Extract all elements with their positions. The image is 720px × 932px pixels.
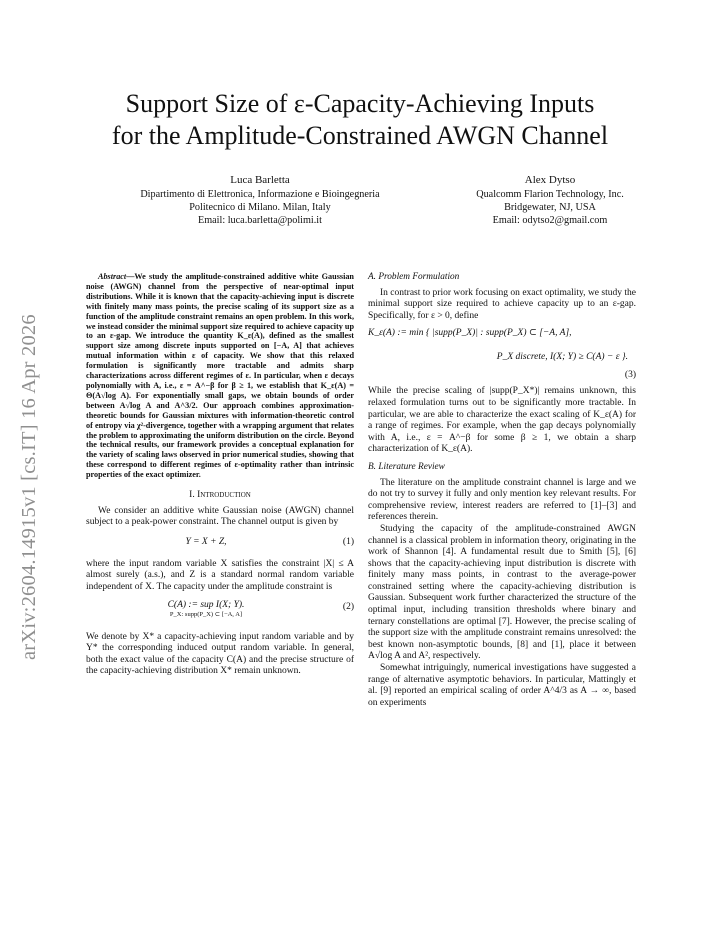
literature-paragraph-1: The literature on the amplitude constraint channel is large and we do not try to survey it fully and only mention key relevant results. For comprehensive review, interest readers are referred to [1]–[3] and references therein.: [368, 477, 636, 523]
paper-title: [60, 88, 660, 152]
abstract-text: —We study the amplitude-constrained additive white Gaussian noise (AWGN) channel from the perspective of near-optimal input distributions. While it is known that the capacity-achieving input is discrete with finitely many mass points, the precise scaling of its support size as a function of the amplitude constraint remains an open problem. In this work, we instead consider the minimal support size required to achieve capacity up to an ε-gap. We introduce the quantity K_ε(A), defined as the smallest support size among discrete inputs supported on [−A, A] that achieves mutual information within ε of capacity. We show that this relaxed formulation is significantly more tractable and admits sharp characterizations across different regimes of ε. In particular, when ε decays polynomially with A, i.e., ε = A^−β for β ≥ 1, we establish that K_ε(A) = Θ(A√log A). For exponentially small gaps, we obtain bounds of order between A√log A and A^3/2. Our approach combines approximation-theoretic bounds for Gaussian mixtures with information-theoretic control of entropy via χ²-divergence, together with a wrapping argument that relates the problem to approximating the uniform distribution on the circle. Beyond the technical results, our framework provides a conceptual explanation for the variety of scaling laws observed in prior numerical studies, showing that these correspond to different regimes of ε-optimality rather than intrinsic properties of the exact optimizer.: [86, 272, 354, 480]
equation-2-number: (2): [342, 601, 354, 612]
title-line-1: Support Size of ε-Capacity-Achieving Inputs: [125, 89, 595, 118]
section-heading-introduction: I. Introduction: [189, 490, 251, 501]
literature-paragraph-2: Studying the capacity of the amplitude-constrained AWGN channel is a classical problem in information theory, originating in the work of Shannon [4]. A fundamental result due to Smith [5], [6] shows that the capacity-achieving input distribution is discrete with finitely many mass points, in contrast to the average-power constrained setting where the capacity-achieving distribution is Gaussian. Subsequent work further characterized the structure of the optimal input, including transition thresholds where binary and ternary constellations are optimal [7]. However, the precise scaling of the support size with the amplitude constraint remains unresolved: the best known non-asymptotic bounds, [8] and [1], place it between A√log A and A², respectively.: [368, 523, 636, 662]
equation-2-subscript: P_X: supp(P_X) ⊂ [−A, A]: [169, 611, 243, 619]
author-dytso: [430, 172, 670, 227]
intro-paragraph-1: We consider an additive white Gaussian noise (AWGN) channel subject to a peak-power constraint. The channel output is given by: [86, 505, 354, 528]
author-name: Luca Barletta: [230, 174, 290, 186]
author-email: Email: luca.barletta@polimi.it: [198, 215, 322, 226]
equation-3: [368, 326, 636, 382]
author-affiliation: Dipartimento di Elettronica, Informazione e Bioingegneria: [140, 189, 380, 200]
problem-paragraph-1: In contrast to prior work focusing on exact optimality, we study the minimal support size required to achieve capacity up to an ε-gap. Specifically, for ε > 0, define: [368, 287, 636, 321]
intro-paragraph-2: where the input random variable X satisfies the constraint |X| ≤ A almost surely (a.s.), and Z is a standard normal random variable independent of X. The capacity under the amplitude constraint is: [86, 558, 354, 592]
author-name: Alex Dytso: [524, 174, 576, 186]
author-affiliation: Qualcomm Flarion Technology, Inc.: [476, 189, 624, 200]
equation-1-number: (1): [342, 536, 354, 547]
intro-paragraph-3: We denote by X* a capacity-achieving input random variable and by Y* the corresponding induced output random variable. In general, both the exact value of the capacity C(A) and the precise structure of the capacity-achieving distribution X* remain unknown.: [86, 631, 354, 677]
subsection-heading-literature: B. Literature Review: [368, 461, 445, 472]
literature-paragraph-3: Somewhat intriguingly, numerical investigations have suggested a range of alternative asymptotic behaviors. In particular, Mattingly et al. [9] reported an empirical scaling of order A^4/3 as A → ∞, based on experiments: [368, 663, 636, 708]
left-column: [86, 272, 354, 678]
subsection-heading-problem: A. Problem Formulation: [368, 272, 460, 282]
author-email: Email: odytso2@gmail.com: [492, 215, 608, 226]
equation-2-body: C(A) := sup I(X; Y).: [167, 599, 245, 610]
abstract-label: Abstract: [98, 272, 127, 281]
equation-2: [86, 598, 354, 628]
equation-3-line-1: K_ε(A) := min { |supp(P_X)| : supp(P_X) ⊂ [−A, A],: [368, 328, 572, 339]
right-column: [368, 272, 636, 709]
equation-3-line-2: P_X discrete, I(X; Y) ≥ C(A) − ε }.: [496, 352, 628, 363]
author-barletta: [110, 172, 410, 227]
equation-1-body: Y = X + Z,: [185, 536, 227, 547]
equation-3-number: (3): [624, 370, 636, 381]
title-line-2: for the Amplitude-Constrained AWGN Channel: [111, 121, 609, 150]
arxiv-identifier: arXiv:2604.14915v1 [cs.IT] 16 Apr 2026: [18, 314, 40, 660]
author-affiliation: Politecnico di Milano. Milan, Italy: [189, 202, 331, 213]
author-affiliation: Bridgewater, NJ, USA: [504, 202, 596, 213]
problem-paragraph-2: While the precise scaling of |supp(P_X*)| remains unknown, this relaxed formulation turns out to be significantly more tractable. In particular, we are able to characterize the exact scaling of K_ε(A) for a range of regimes. For example, when the gap decays polynomially with A, i.e., ε = A^−β for some β ≥ 1, we obtain a sharp characterization of K_ε(A).: [368, 386, 636, 455]
abstract: [86, 272, 354, 480]
equation-1: [86, 533, 354, 555]
